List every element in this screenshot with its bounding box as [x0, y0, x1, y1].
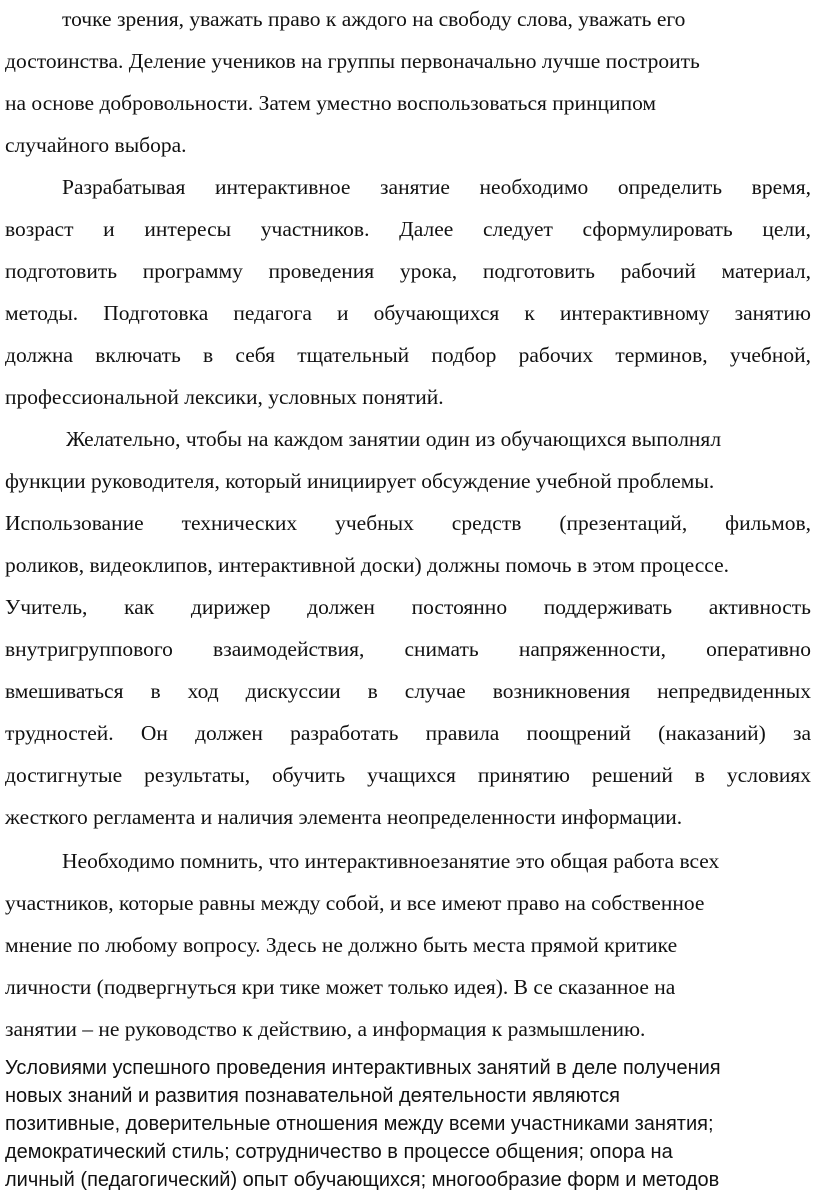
- text-line: точке зрения, уважать право к аждого на свободу слова, уважать его: [62, 7, 686, 31]
- text-line: на основе добровольности. Затем уместно воспользоваться принципом: [5, 91, 657, 115]
- text-line: трудностей. Он должен разработать правила поощрений (наказаний) за: [5, 721, 811, 745]
- text-line: достоинства. Деление учеников на группы первоначально лучше построить: [5, 49, 700, 73]
- text-line: позитивные, доверительные отношения между всеми участниками занятия;: [5, 1113, 714, 1135]
- text-line: участников, которые равны между собой, и все имеют право на собственное: [5, 891, 705, 915]
- text-line: Использование технических учебных средств (презентаций, фильмов,: [5, 511, 811, 535]
- text-line: Учитель, как дирижер должен постоянно поддерживать активность: [5, 595, 811, 619]
- text-line: Желательно, чтобы на каждом занятии один из обучающихся выполнял: [66, 427, 722, 451]
- text-line: личности (подвергнуться кри тике может только идея). В се сказанное на: [5, 975, 676, 999]
- text-line: подготовить программу проведения урока, подготовить рабочий материал,: [5, 259, 811, 283]
- text-line: занятии – не руководство к действию, а информация к размышлению.: [5, 1017, 646, 1041]
- text-line: демократический стиль; сотрудничество в процессе общения; опора на: [5, 1141, 673, 1163]
- text-line: жесткого регламента и наличия элемента неопределенности информации.: [5, 805, 683, 829]
- text-line: Разрабатывая интерактивное занятие необходимо определить время,: [62, 175, 811, 199]
- text-line: внутригруппового взаимодействия, снимать напряженности, оперативно: [5, 637, 811, 661]
- text-line: случайного выбора.: [5, 133, 187, 157]
- text-line: должна включать в себя тщательный подбор рабочих терминов, учебной,: [5, 343, 811, 367]
- text-line: вмешиваться в ход дискуссии в случае возникновения непредвиденных: [5, 679, 811, 703]
- text-line: мнение по любому вопросу. Здесь не должно быть места прямой критике: [5, 933, 678, 957]
- text-line: профессиональной лексики, условных понятий.: [5, 385, 444, 409]
- text-line: методы. Подготовка педагога и обучающихся к интерактивному занятию: [5, 301, 811, 325]
- text-line: новых знаний и развития познавательной деятельности являются: [5, 1085, 620, 1107]
- text-line: возраст и интересы участников. Далее следует сформулировать цели,: [5, 217, 811, 241]
- text-line: роликов, видеоклипов, интерактивной доски) должны помочь в этом процессе.: [5, 553, 730, 577]
- text-line: Условиями успешного проведения интерактивных занятий в деле получения: [5, 1057, 721, 1079]
- text-line: достигнутые результаты, обучить учащихся принятию решений в условиях: [5, 763, 811, 787]
- text-line: функции руководителя, который инициирует обсуждение учебной проблемы.: [5, 469, 715, 493]
- text-line: Необходимо помнить, что интерактивноезанятие это общая работа всех: [62, 849, 720, 873]
- text-line: личный (педагогический) опыт обучающихся; многообразие форм и методов: [5, 1169, 720, 1191]
